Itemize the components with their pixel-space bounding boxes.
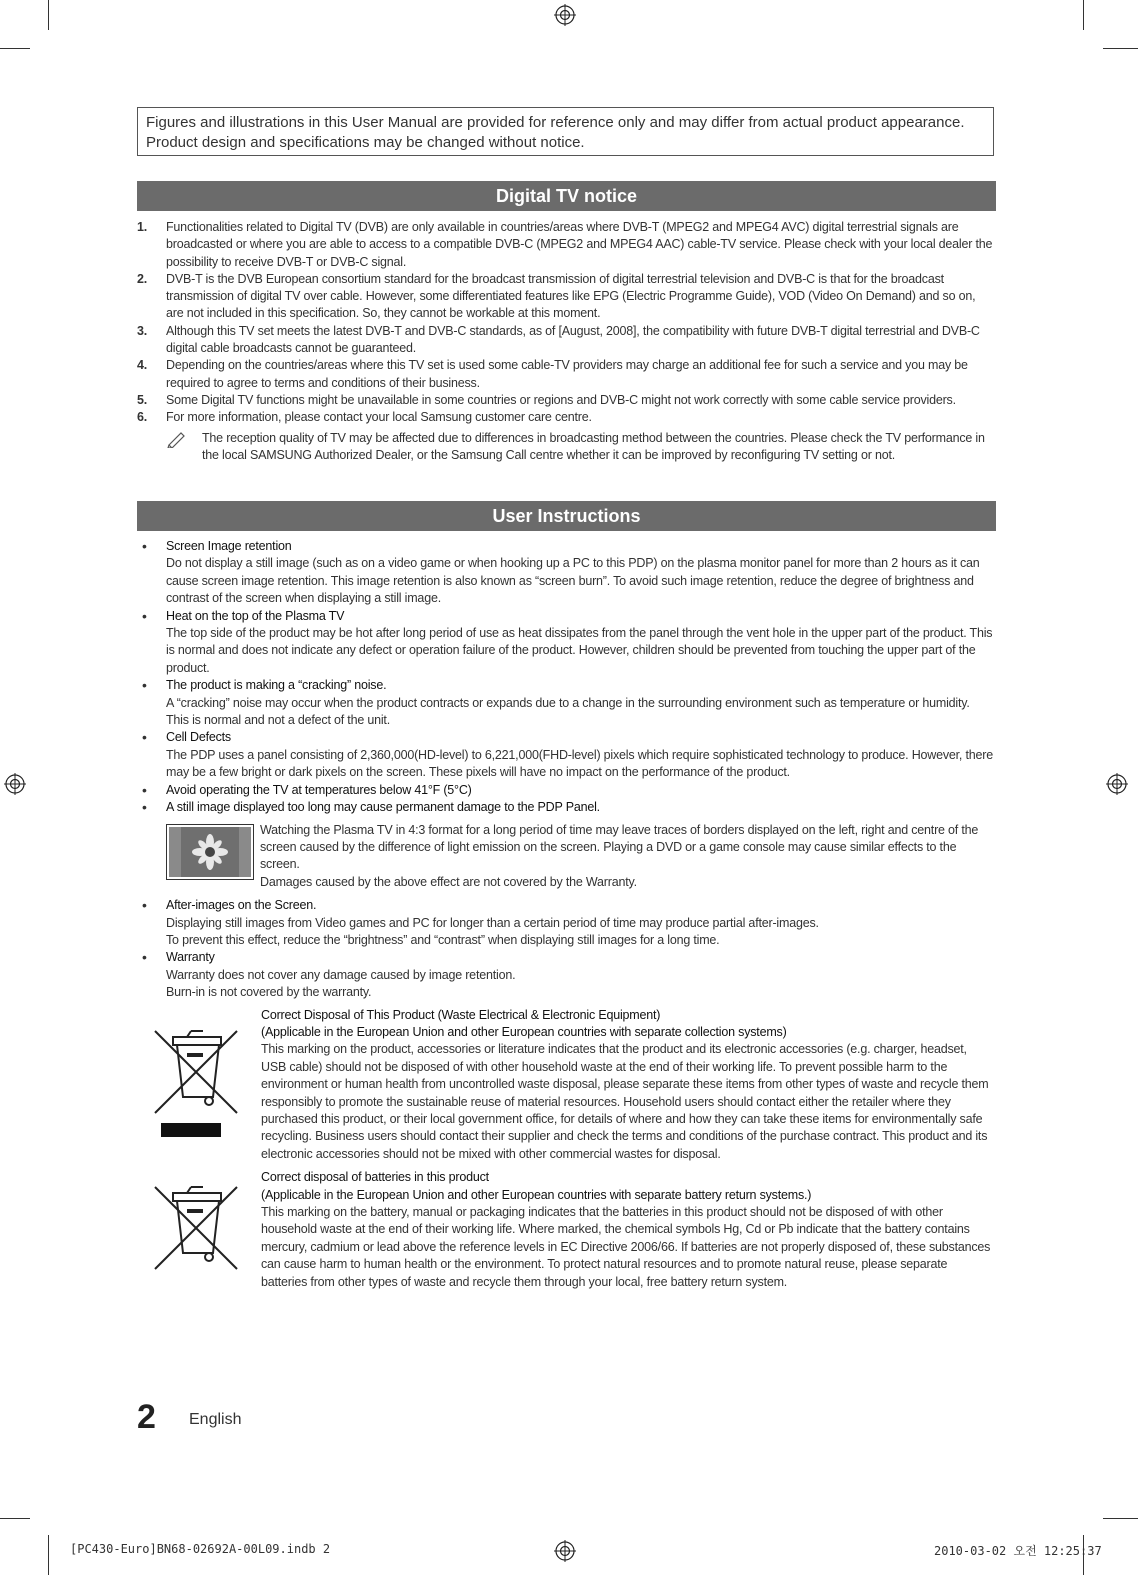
bullet-icon: • [142,729,147,746]
list-item [137,323,993,358]
weee-disposal-block [137,1007,995,1164]
item-body: The PDP uses a panel consisting of 2,360,000(HD-level) to 6,221,000(FHD-level) pixels which require sophisticated technology to produce. However, there may be a few bright or dark pixels on the screen. These pixels will have no impact on the performance of the product. [166,747,993,780]
note-text: The reception quality of TV may be affected due to differences in broadcasting method between the countries. Please check the TV performance in the local SAMSUNG Authorized Dealer, or the Samsung Call centre whether it can be improved by reconfiguring TV setting or not. [202,430,985,462]
registration-mark-icon [554,1540,576,1562]
item-body: The top side of the product may be hot after long period of use as heat dissipates from the panel through the vent hole in the upper part of the product. This is normal and does not indicate any defect or operation failure of the product. However, children should be prevented from touching the upper part of the product. [166,626,993,675]
page-number: 2 [137,1398,156,1436]
plasma-screen-image [166,824,254,880]
user-instructions-list [137,538,995,1291]
battery-disposal-block [137,1169,995,1291]
item-text: For more information, please contact your local Samsung customer care centre. [166,410,592,425]
list-item [137,897,995,949]
item-title: A still image displayed too long may cause permanent damage to the PDP Panel. [166,800,600,815]
list-item [137,729,995,781]
registration-mark-icon [554,4,576,26]
pdp-warning-block [137,822,995,892]
list-item [137,392,993,409]
item-number: 2. [137,271,148,286]
item-title: Cell Defects [166,730,231,745]
item-number: 6. [137,410,148,425]
battery-title: Correct disposal of batteries in this product [261,1170,489,1185]
bullet-icon: • [142,677,147,694]
crop-mark [48,0,49,30]
bullet-icon: • [142,781,147,798]
list-item [137,219,993,271]
bullet-icon: • [142,538,147,554]
bullet-icon: • [142,607,147,624]
item-title: After-images on the Screen. [166,898,317,913]
pencil-note-icon [166,430,188,448]
item-body: To prevent this effect, reduce the “brightness” and “contrast” when displaying still images for a long time. [166,932,720,947]
item-text: Some Digital TV functions might be unavailable in some countries or regions and DVB-C might not work correctly with some cable service providers. [166,392,956,407]
item-body: Displaying still images from Video games and PC for longer than a certain period of time may produce partial after-images. [166,915,819,930]
item-number: 5. [137,392,148,407]
pdp-warranty-text: Damages caused by the above effect are not covered by the Warranty. [260,874,637,889]
digital-tv-list [137,219,993,464]
item-body: Warranty does not cover any damage caused by image retention. [166,967,516,982]
crop-mark [0,1518,30,1519]
item-title: The product is making a “cracking” noise. [166,678,387,693]
item-text: Depending on the countries/areas where this TV set is used some cable-TV providers may charge an additional fee for such a service and you may be required to agree to terms and conditions of their business. [166,358,968,390]
disclaimer-box: Figures and illustrations in this User Manual are provided for reference only and may differ from actual product appearance. Product design and specifications may be changed without notice. [137,107,994,156]
battery-body: This marking on the battery, manual or packaging indicates that the batteries in this product should not be disposed of with other household waste at the end of their working life. Where marked, the chemical symbols Hg, Cd or Pb indicate that the battery contains mercury, cadmium or lead above the reference levels in EC Directive 2006/66. If batteries are not properly disposed of, these substances can cause harm to human health or the environment. To protect natural resources and to promote natural reuse, please separate batteries from other types of waste and recycle them through your local, free battery return system. [261,1205,991,1289]
item-number: 3. [137,323,148,338]
crossed-bin-icon [151,1179,243,1271]
list-item [137,782,995,799]
crop-mark [0,48,30,49]
note [137,430,993,465]
item-title: Heat on the top of the Plasma TV [166,608,345,623]
pdp-text: Watching the Plasma TV in 4:3 format for a long period of time may leave traces of borders displayed on the left, right and centre of the screen caused by the difference of light emission on the screen. Playing a DVD or a game console may cause similar effects to the screen. [260,822,979,872]
list-item [137,409,993,426]
list-item [137,608,995,678]
item-text: DVB-T is the DVB European consortium standard for the broadcast transmission of digital terrestrial television and DVB-C is that for the broadcast transmission of digital TV over cable. However, some differentiated features like EPG (Electric Programme Guide), VOD (Video On Demand) and so on, are not included in this specification. So, they cannot be workable at this moment. [166,271,976,321]
item-body: Do not display a still image (such as on a video game or when hooking up a PC to this PDP) on the plasma monitor panel for more than 2 hours as it can cause screen image retention. This image retention is also known as “screen burn”. To avoid such image retention, reduce the degree of brightness and contrast of the screen when displaying a still image. [166,556,980,606]
list-item [137,677,995,729]
bullet-icon: • [142,799,147,816]
print-slug-date: 2010-03-02 오전 12:25:37 [934,1544,1102,1558]
item-title: Warranty [166,950,215,965]
list-item [137,538,995,608]
crop-mark [1083,0,1084,30]
crop-mark [1103,48,1138,49]
item-number: 4. [137,358,148,373]
weee-body: This marking on the product, accessories or literature indicates that the product and its electronic accessories (e.g. charger, headset, USB cable) should not be disposed of with other household waste at the end of their working life. To prevent possible harm to the environment or human health from uncontrolled waste disposal, please separate these items from other types of waste and recycle them responsibly to promote the sustainable reuse of material resources. Household users should contact either the retailer where they purchased this product, or their local government office, for details of where and how they can take these items for environmentally safe recycling. Business users should contact their supplier and check the terms and conditions of the purchase contract. This product and its electronic accessories should not be mixed with other commercial wastes for disposal. [261,1042,989,1161]
crop-mark [48,1535,49,1575]
print-slug-file: [PC430-Euro]BN68-02692A-00L09.indb 2 [70,1542,331,1556]
registration-mark-icon [1106,773,1128,795]
section-heading-digital-tv: Digital TV notice [137,181,996,211]
crop-mark [1103,1518,1138,1519]
item-number: 1. [137,220,148,234]
registration-mark-icon [4,773,26,795]
list-item [137,799,995,816]
crossed-bin-icon [151,1023,243,1143]
item-body: Burn-in is not covered by the warranty. [166,985,372,1000]
list-item [137,357,993,392]
section-heading-user-instructions: User Instructions [137,501,996,531]
list-item [137,949,995,1001]
page-language: English [189,1411,242,1428]
weee-title: Correct Disposal of This Product (Waste Electrical & Electronic Equipment) [261,1007,661,1022]
list-item [137,271,993,323]
item-text: Functionalities related to Digital TV (DVB) are only available in countries/areas where DVB-T (MPEG2 and MPEG4 AVC) digital terrestrial signals are broadcasted or where you are able to access to a compatible DVB-C (MPEG2 and MPEG4 AAC) cable-TV service. Please check with your local dealer the possibility to receive DVB-T or DVB-C signal. [166,220,993,269]
item-title: Screen Image retention [166,539,292,553]
weee-subtitle: (Applicable in the European Union and other European countries with separate collection systems) [261,1024,787,1039]
bullet-icon: • [142,897,147,914]
item-title: Avoid operating the TV at temperatures below 41°F (5°C) [166,782,472,797]
battery-subtitle: (Applicable in the European Union and other European countries with separate battery return systems.) [261,1187,812,1202]
item-text: Although this TV set meets the latest DVB-T and DVB-C standards, as of [August, 2008], the compatibility with future DVB-T digital terrestrial and DVB-C digital cable broadcasts cannot be guaranteed. [166,323,980,356]
bullet-icon: • [142,949,147,966]
item-body: A “cracking” noise may occur when the product contracts or expands due to a change in the surrounding environment such as temperature or humidity. This is normal and not a defect of the unit. [166,695,970,728]
